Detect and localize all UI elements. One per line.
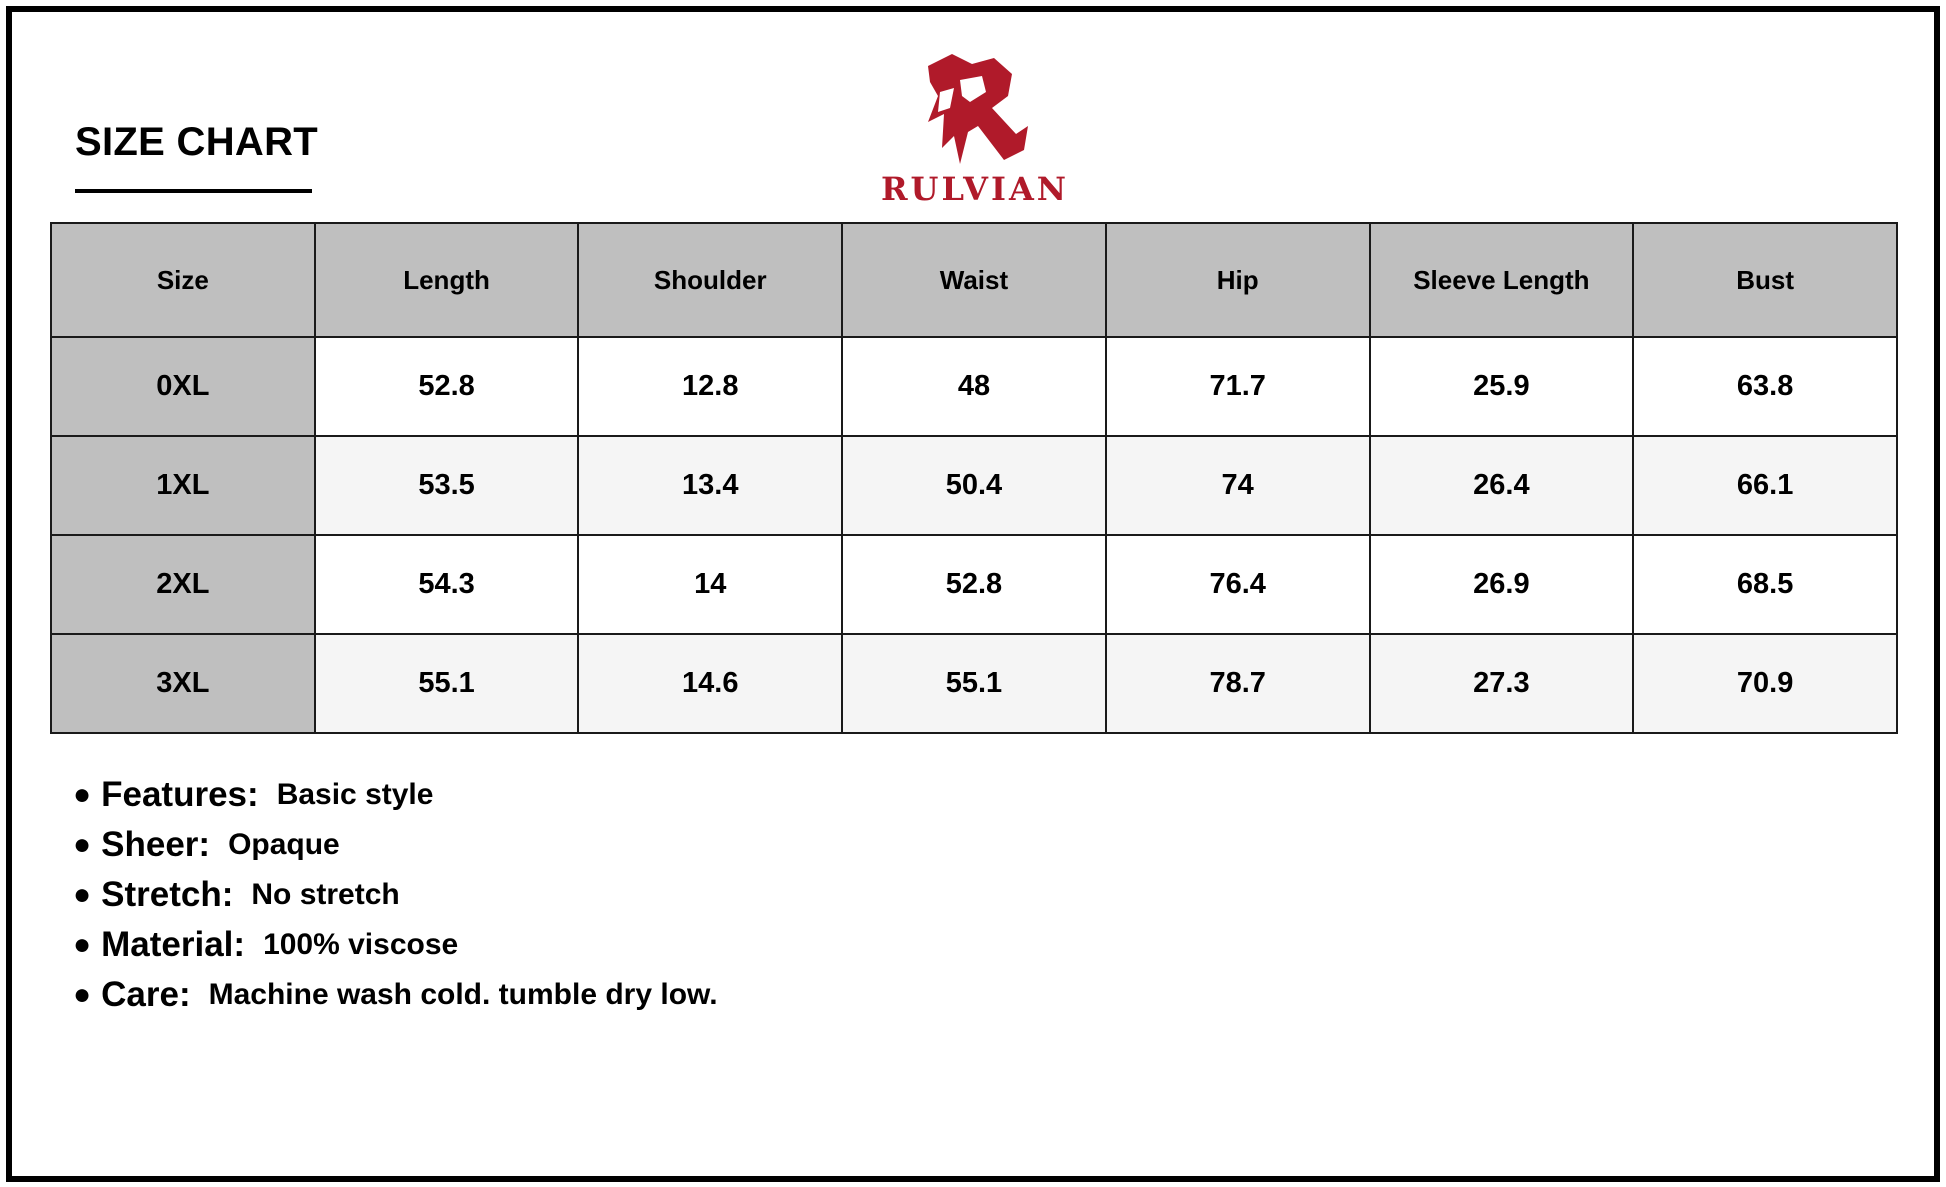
table-cell: 70.9 [1633,634,1897,733]
table-cell: 27.3 [1370,634,1634,733]
brand-name: RULVIAN [880,170,1070,208]
feature-label: Sheer: [101,825,211,864]
size-cell: 3XL [51,634,315,733]
table-cell: 74 [1106,436,1370,535]
table-cell: 25.9 [1370,337,1634,436]
features-list [73,770,718,1020]
list-item [73,870,718,920]
table-cell: 52.8 [315,337,579,436]
table-row [51,634,1897,733]
bullet-icon: ● [73,978,92,1011]
feature-value: Basic style [276,778,434,811]
size-cell: 2XL [51,535,315,634]
table-cell: 50.4 [842,436,1106,535]
table-cell: 78.7 [1106,634,1370,733]
table-cell: 14.6 [578,634,842,733]
list-item [73,770,718,820]
table-cell: 12.8 [578,337,842,436]
feature-value: Opaque [228,828,340,861]
bullet-icon: ● [73,828,92,861]
table-cell: 53.5 [315,436,579,535]
title-underline [75,189,312,193]
table-cell: 55.1 [842,634,1106,733]
header-sleeve-length: Sleeve Length [1370,223,1634,337]
feature-label: Features: [101,775,259,814]
bullet-icon: ● [73,778,92,811]
feature-value: 100% viscose [263,928,459,961]
header-bust: Bust [1633,223,1897,337]
table-cell: 26.9 [1370,535,1634,634]
r-monogram-icon [920,52,1030,168]
brand-logo [870,50,1080,210]
table-cell: 52.8 [842,535,1106,634]
header-size: Size [51,223,315,337]
table-row [51,535,1897,634]
header-shoulder: Shoulder [578,223,842,337]
feature-label: Material: [101,925,246,964]
table-row [51,436,1897,535]
bullet-icon: ● [73,928,92,961]
table-cell: 26.4 [1370,436,1634,535]
table-cell: 14 [578,535,842,634]
bullet-icon: ● [73,878,92,911]
list-item [73,920,718,970]
table-row [51,337,1897,436]
header-length: Length [315,223,579,337]
table-cell: 76.4 [1106,535,1370,634]
list-item [73,820,718,870]
list-item [73,970,718,1020]
feature-label: Stretch: [101,875,234,914]
feature-value: Machine wash cold. tumble dry low. [208,978,718,1011]
table-cell: 68.5 [1633,535,1897,634]
table-cell: 71.7 [1106,337,1370,436]
table-header-row [51,223,1897,337]
table-cell: 55.1 [315,634,579,733]
table-cell: 13.4 [578,436,842,535]
table-cell: 66.1 [1633,436,1897,535]
header-hip: Hip [1106,223,1370,337]
size-cell: 1XL [51,436,315,535]
header-waist: Waist [842,223,1106,337]
table-cell: 48 [842,337,1106,436]
feature-label: Care: [101,975,191,1014]
feature-value: No stretch [251,878,400,911]
table-cell: 54.3 [315,535,579,634]
table-cell: 63.8 [1633,337,1897,436]
page-title: SIZE CHART [75,120,318,164]
size-cell: 0XL [51,337,315,436]
size-chart-table [50,222,1898,734]
